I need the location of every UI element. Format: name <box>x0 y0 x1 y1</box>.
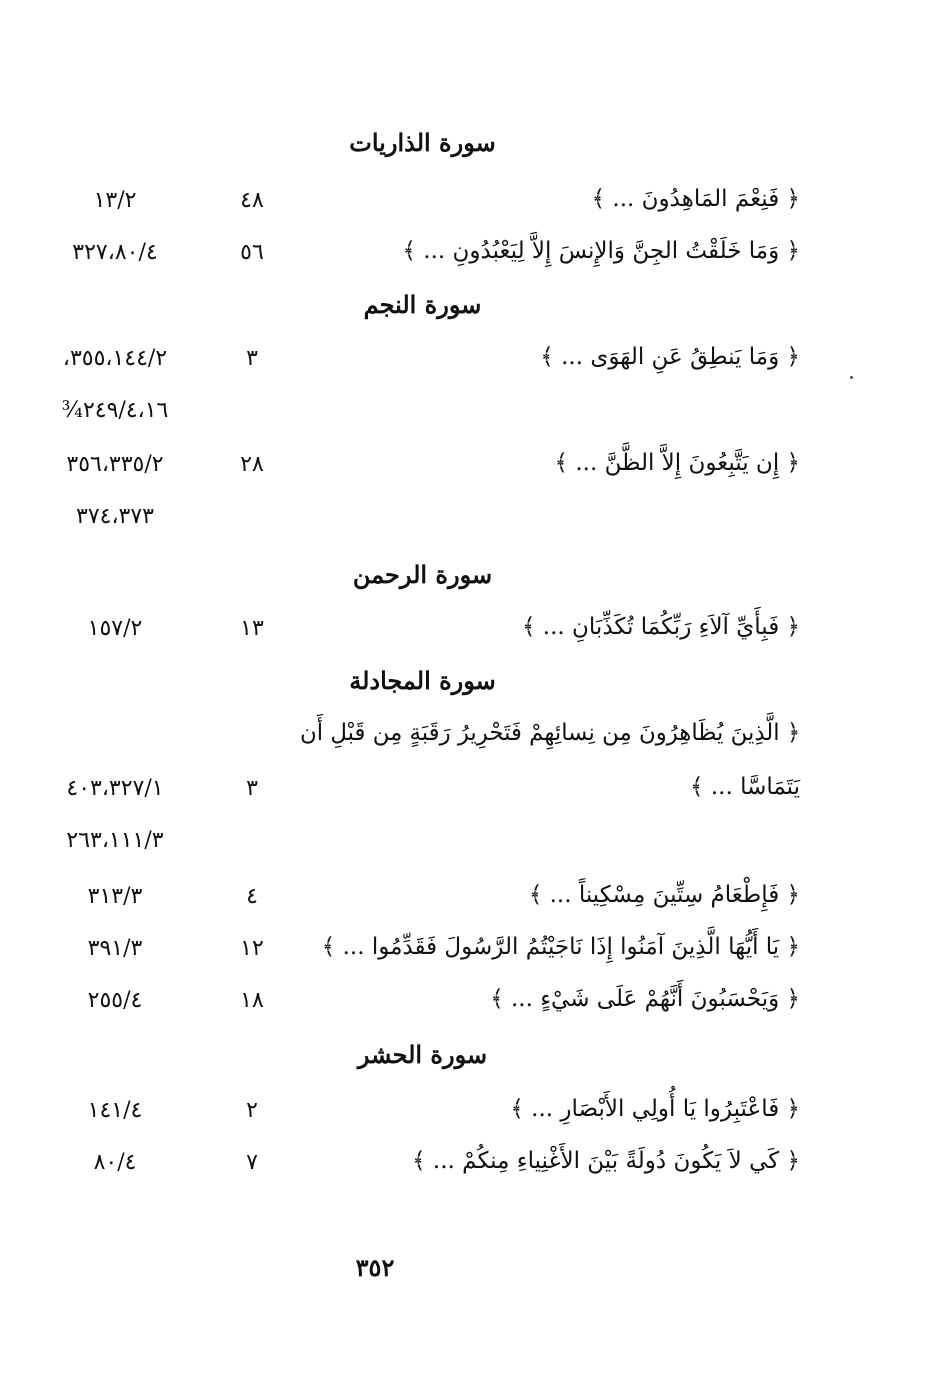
verse-row <box>0 1096 950 1140</box>
verse-text: ﴿ الَّذِينَ يُظَاهِرُونَ مِن نِسائِهِمْ فَتَحْرِيرُ رَقَبَةٍ مِن قَبْلِ أَن <box>299 720 800 746</box>
page-references: ٣٢٧،٨٠/٤ <box>72 240 158 265</box>
verse-row-continuation <box>0 826 950 870</box>
page-references-continued: ٢٤٩/٤،١٦¾ <box>61 398 169 423</box>
ayah-number: ١٢ <box>240 936 264 961</box>
verse-text: ﴿ فَنِعْمَ المَاهِدُونَ ... ﴾ <box>591 186 800 212</box>
page-references: ٨٠/٤ <box>93 1150 137 1175</box>
verse-text: ﴿ إِن يَتَّبِعُونَ إِلاَّ الظَّنَّ ... ﴾ <box>554 450 800 476</box>
verse-row <box>0 186 950 230</box>
page-number: ٣٥٢ <box>355 1253 395 1282</box>
surah-title-rahman: سورة الرحمن <box>352 560 493 589</box>
verse-row <box>0 450 950 494</box>
verse-text: ﴿ فَاعْتَبِرُوا يَا أُولِي الأَبْصَارِ ... ﴾ <box>510 1096 800 1122</box>
verse-row-continuation <box>0 396 950 440</box>
verse-row <box>0 344 950 388</box>
page-references: ١٣/٢ <box>93 188 137 213</box>
scan-speck <box>850 376 853 379</box>
verse-row <box>0 882 950 926</box>
ayah-number: ٥٦ <box>240 240 264 265</box>
verse-text-continued: يَتَمَاسَّا ... ﴾ <box>690 774 800 800</box>
verse-row-continuation <box>0 502 950 546</box>
verse-row <box>0 238 950 282</box>
ayah-number: ٤ <box>246 884 258 909</box>
surah-title-hashr: سورة الحشر <box>357 1040 488 1069</box>
verse-text: ﴿ وَمَا يَنطِقُ عَنِ الهَوَى ... ﴾ <box>540 344 800 370</box>
verse-text: ﴿ يَا أَيُّهَا الَّذِينَ آمَنُوا إِذَا نَاجَيْتُمُ الرَّسُولَ فَقَدِّمُوا ... ﴾ <box>321 934 800 960</box>
page-references: ١٥٧/٢ <box>87 616 143 641</box>
surah-title-najm: سورة النجم <box>363 290 482 319</box>
verse-row <box>0 986 950 1030</box>
ayah-number: ١٣ <box>240 616 264 641</box>
verse-text: ﴿ فَبِأَيِّ آلاَءِ رَبِّكُمَا تُكَذِّبَانِ ... ﴾ <box>521 614 800 640</box>
ayah-number: ١٨ <box>240 988 264 1013</box>
page-references: ٤٠٣،٣٢٧/١ <box>66 776 164 801</box>
verse-row <box>0 1148 950 1192</box>
verse-text: ﴿ كَي لاَ يَكُونَ دُولَةً بَيْنَ الأَغْنِياءِ مِنكُمْ ... ﴾ <box>412 1148 800 1174</box>
ayah-number: ٣ <box>246 346 258 371</box>
verse-text: ﴿ وَيَحْسَبُونَ أَنَّهُمْ عَلَى شَيْءٍ ... ﴾ <box>490 986 800 1012</box>
verse-row <box>0 934 950 978</box>
ayah-number: ٢ <box>246 1098 258 1123</box>
verse-row-line1 <box>0 720 950 764</box>
page-references: ٢٥٥/٤ <box>87 988 143 1013</box>
page-references: ٣٥٥،١٤٤/٢، <box>62 346 168 371</box>
page-references: ٣٥٦،٣٣٥/٢ <box>66 452 164 477</box>
ayah-number: ٧ <box>246 1150 258 1175</box>
verse-row <box>0 614 950 658</box>
ayah-number: ٤٨ <box>240 188 264 213</box>
ayah-number: ٢٨ <box>240 452 264 477</box>
verse-text: ﴿ وَمَا خَلَقْتُ الجِنَّ وَالإِنسَ إِلاَّ لِيَعْبُدُونِ ... ﴾ <box>402 238 800 264</box>
surah-title-dhariyat: سورة الذاريات <box>349 128 496 157</box>
verse-row <box>0 774 950 818</box>
page-references: ٣٩١/٣ <box>87 936 143 961</box>
surah-title-mujadila: سورة المجادلة <box>349 666 496 695</box>
verse-text: ﴿ فَإِطْعَامُ سِتِّينَ مِسْكِيناً ... ﴾ <box>528 882 800 908</box>
page-references: ١٤١/٤ <box>87 1098 143 1123</box>
page-references-continued: ٣٧٤،٣٧٣ <box>76 504 154 529</box>
page-references-continued: ٢٦٣،١١١/٣ <box>66 828 164 853</box>
page-references: ٣١٣/٣ <box>87 884 143 909</box>
ayah-number: ٣ <box>246 776 258 801</box>
